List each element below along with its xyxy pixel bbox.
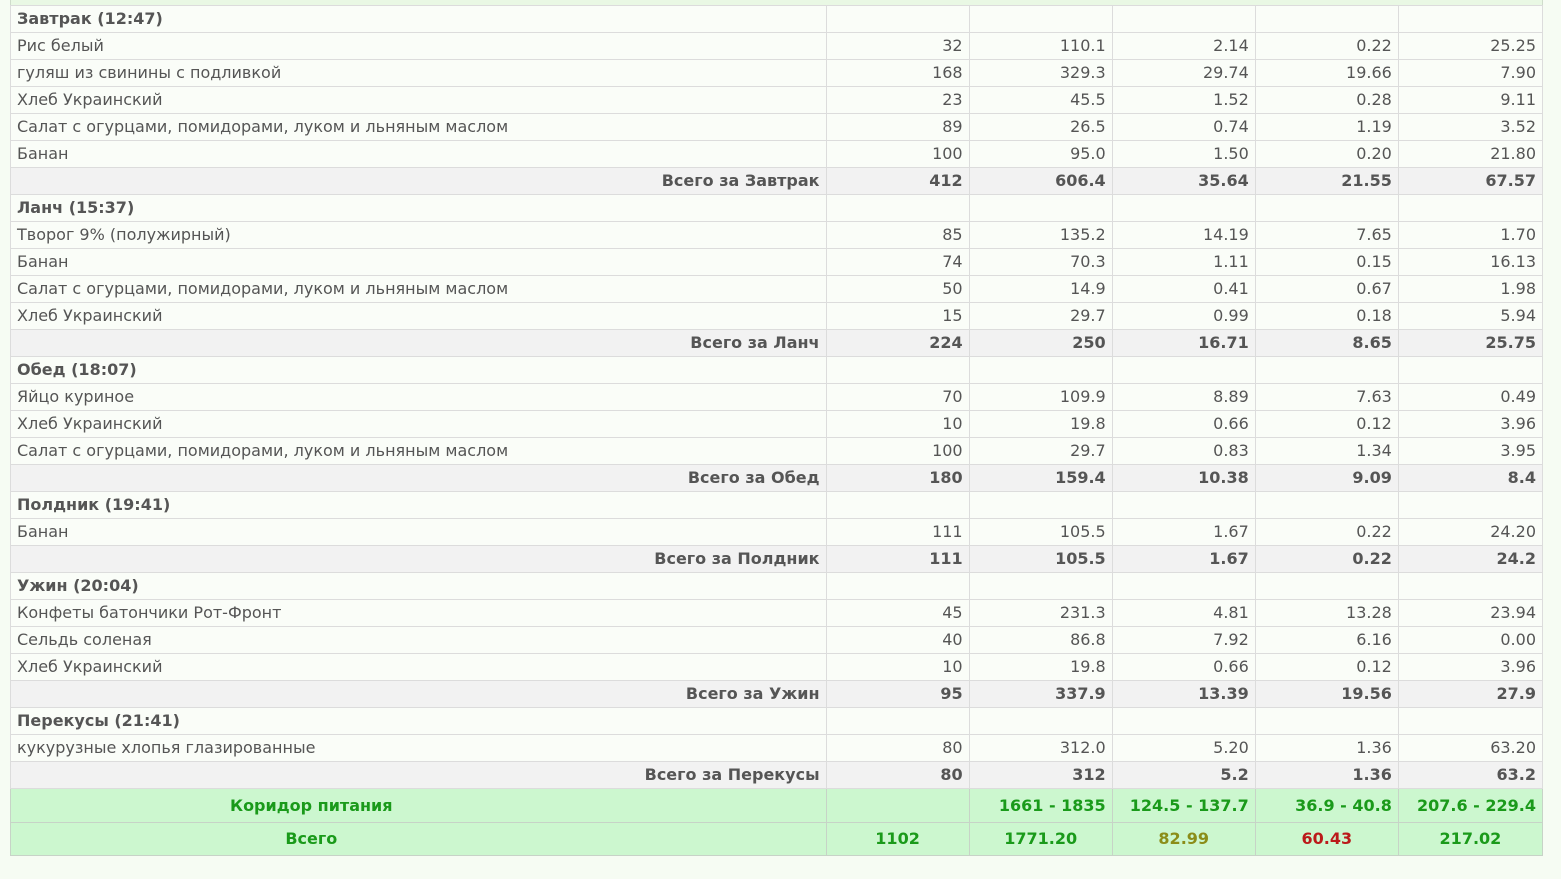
food-weight: 168 bbox=[826, 60, 969, 87]
empty-cell bbox=[1255, 492, 1398, 519]
food-protein: 29.74 bbox=[1112, 60, 1255, 87]
food-protein: 2.14 bbox=[1112, 33, 1255, 60]
food-item-row[interactable] bbox=[11, 87, 1543, 114]
meal-total-kcal: 337.9 bbox=[969, 681, 1112, 708]
empty-cell bbox=[1112, 357, 1255, 384]
food-item-row[interactable] bbox=[11, 222, 1543, 249]
meal-total-kcal: 105.5 bbox=[969, 546, 1112, 573]
meal-total-protein: 5.2 bbox=[1112, 762, 1255, 789]
food-carbs: 3.96 bbox=[1398, 654, 1542, 681]
food-fat: 0.67 bbox=[1255, 276, 1398, 303]
food-carbs: 16.13 bbox=[1398, 249, 1542, 276]
food-fat: 19.66 bbox=[1255, 60, 1398, 87]
food-carbs: 9.11 bbox=[1398, 87, 1542, 114]
food-fat: 7.65 bbox=[1255, 222, 1398, 249]
meal-total-label: Всего за Перекусы bbox=[11, 762, 827, 789]
food-kcal: 29.7 bbox=[969, 303, 1112, 330]
food-kcal: 45.5 bbox=[969, 87, 1112, 114]
food-diary-table bbox=[10, 5, 1543, 856]
empty-cell bbox=[1112, 492, 1255, 519]
food-item-row[interactable] bbox=[11, 735, 1543, 762]
food-name: Салат с огурцами, помидорами, луком и льняным маслом bbox=[11, 438, 827, 465]
meal-total-carbs: 63.2 bbox=[1398, 762, 1542, 789]
grand-total-fat: 60.43 bbox=[1255, 823, 1398, 856]
meal-total-carbs: 8.4 bbox=[1398, 465, 1542, 492]
food-carbs: 1.98 bbox=[1398, 276, 1542, 303]
empty-cell bbox=[1255, 195, 1398, 222]
food-weight: 45 bbox=[826, 600, 969, 627]
empty-cell bbox=[1398, 573, 1542, 600]
meal-total-fat: 1.36 bbox=[1255, 762, 1398, 789]
food-name: Салат с огурцами, помидорами, луком и льняным маслом bbox=[11, 114, 827, 141]
food-carbs: 21.80 bbox=[1398, 141, 1542, 168]
meal-title: Перекусы (21:41) bbox=[11, 708, 827, 735]
food-weight: 15 bbox=[826, 303, 969, 330]
food-item-row[interactable] bbox=[11, 654, 1543, 681]
norm-label: Коридор питания bbox=[11, 789, 827, 823]
grand-total-kcal: 1771.20 bbox=[969, 823, 1112, 856]
food-weight: 111 bbox=[826, 519, 969, 546]
summary-body bbox=[11, 789, 1543, 856]
food-name: Творог 9% (полужирный) bbox=[11, 222, 827, 249]
meal-total-carbs: 27.9 bbox=[1398, 681, 1542, 708]
meal-total-weight: 80 bbox=[826, 762, 969, 789]
grand-total-row bbox=[11, 823, 1543, 856]
norm-carbs: 207.6 - 229.4 bbox=[1398, 789, 1542, 823]
food-name: гуляш из свинины с подливкой bbox=[11, 60, 827, 87]
food-weight: 70 bbox=[826, 384, 969, 411]
food-weight: 89 bbox=[826, 114, 969, 141]
meal-total-weight: 412 bbox=[826, 168, 969, 195]
meal-total-carbs: 67.57 bbox=[1398, 168, 1542, 195]
food-carbs: 63.20 bbox=[1398, 735, 1542, 762]
meal-total-row bbox=[11, 681, 1543, 708]
meal-total-kcal: 312 bbox=[969, 762, 1112, 789]
meal-total-carbs: 25.75 bbox=[1398, 330, 1542, 357]
meal-header-row bbox=[11, 708, 1543, 735]
food-protein: 1.11 bbox=[1112, 249, 1255, 276]
food-name: Яйцо куриное bbox=[11, 384, 827, 411]
food-fat: 6.16 bbox=[1255, 627, 1398, 654]
food-name: кукурузные хлопья глазированные bbox=[11, 735, 827, 762]
food-fat: 0.15 bbox=[1255, 249, 1398, 276]
meal-total-kcal: 606.4 bbox=[969, 168, 1112, 195]
food-item-row[interactable] bbox=[11, 384, 1543, 411]
food-fat: 0.12 bbox=[1255, 411, 1398, 438]
food-protein: 4.81 bbox=[1112, 600, 1255, 627]
meal-title: Обед (18:07) bbox=[11, 357, 827, 384]
meal-total-row bbox=[11, 465, 1543, 492]
empty-cell bbox=[969, 6, 1112, 33]
food-kcal: 19.8 bbox=[969, 654, 1112, 681]
meal-total-fat: 8.65 bbox=[1255, 330, 1398, 357]
food-weight: 10 bbox=[826, 654, 969, 681]
food-kcal: 70.3 bbox=[969, 249, 1112, 276]
food-fat: 7.63 bbox=[1255, 384, 1398, 411]
food-kcal: 19.8 bbox=[969, 411, 1112, 438]
meal-total-fat: 9.09 bbox=[1255, 465, 1398, 492]
empty-cell bbox=[826, 492, 969, 519]
grand-total-protein: 82.99 bbox=[1112, 823, 1255, 856]
food-name: Банан bbox=[11, 519, 827, 546]
food-item-row[interactable] bbox=[11, 411, 1543, 438]
food-protein: 0.41 bbox=[1112, 276, 1255, 303]
empty-cell bbox=[1112, 573, 1255, 600]
food-carbs: 5.94 bbox=[1398, 303, 1542, 330]
meal-total-protein: 16.71 bbox=[1112, 330, 1255, 357]
meal-header-row bbox=[11, 573, 1543, 600]
grand-total-carbs: 217.02 bbox=[1398, 823, 1542, 856]
empty-cell bbox=[1255, 573, 1398, 600]
empty-cell bbox=[1398, 6, 1542, 33]
food-fat: 1.36 bbox=[1255, 735, 1398, 762]
food-fat: 1.34 bbox=[1255, 438, 1398, 465]
food-kcal: 329.3 bbox=[969, 60, 1112, 87]
food-name: Сельдь соленая bbox=[11, 627, 827, 654]
meal-header-row bbox=[11, 6, 1543, 33]
food-protein: 8.89 bbox=[1112, 384, 1255, 411]
food-weight: 23 bbox=[826, 87, 969, 114]
food-kcal: 231.3 bbox=[969, 600, 1112, 627]
food-carbs: 3.96 bbox=[1398, 411, 1542, 438]
food-weight: 32 bbox=[826, 33, 969, 60]
food-name: Банан bbox=[11, 249, 827, 276]
food-kcal: 109.9 bbox=[969, 384, 1112, 411]
food-carbs: 0.49 bbox=[1398, 384, 1542, 411]
empty-cell bbox=[1398, 708, 1542, 735]
meal-total-weight: 224 bbox=[826, 330, 969, 357]
meal-total-label: Всего за Обед bbox=[11, 465, 827, 492]
food-weight: 80 bbox=[826, 735, 969, 762]
food-name: Хлеб Украинский bbox=[11, 303, 827, 330]
food-protein: 0.83 bbox=[1112, 438, 1255, 465]
food-weight: 10 bbox=[826, 411, 969, 438]
meal-title: Завтрак (12:47) bbox=[11, 6, 827, 33]
food-item-row[interactable] bbox=[11, 33, 1543, 60]
food-name: Конфеты батончики Рот-Фронт bbox=[11, 600, 827, 627]
food-protein: 14.19 bbox=[1112, 222, 1255, 249]
food-fat: 0.22 bbox=[1255, 33, 1398, 60]
food-fat: 0.12 bbox=[1255, 654, 1398, 681]
food-fat: 0.28 bbox=[1255, 87, 1398, 114]
meal-total-label: Всего за Завтрак bbox=[11, 168, 827, 195]
empty-cell bbox=[969, 357, 1112, 384]
meal-total-protein: 1.67 bbox=[1112, 546, 1255, 573]
food-item-row[interactable] bbox=[11, 600, 1543, 627]
meal-title: Ланч (15:37) bbox=[11, 195, 827, 222]
food-kcal: 26.5 bbox=[969, 114, 1112, 141]
food-protein: 0.99 bbox=[1112, 303, 1255, 330]
food-kcal: 14.9 bbox=[969, 276, 1112, 303]
food-fat: 0.20 bbox=[1255, 141, 1398, 168]
food-name: Хлеб Украинский bbox=[11, 411, 827, 438]
food-item-row[interactable] bbox=[11, 438, 1543, 465]
empty-cell bbox=[1255, 357, 1398, 384]
meal-header-row bbox=[11, 492, 1543, 519]
empty-cell bbox=[969, 708, 1112, 735]
grand-total-weight: 1102 bbox=[826, 823, 969, 856]
food-fat: 0.18 bbox=[1255, 303, 1398, 330]
food-item-row[interactable] bbox=[11, 303, 1543, 330]
empty-cell bbox=[826, 195, 969, 222]
food-protein: 1.50 bbox=[1112, 141, 1255, 168]
food-item-row[interactable] bbox=[11, 627, 1543, 654]
food-fat: 0.22 bbox=[1255, 519, 1398, 546]
empty-cell bbox=[826, 6, 969, 33]
food-protein: 0.74 bbox=[1112, 114, 1255, 141]
food-carbs: 23.94 bbox=[1398, 600, 1542, 627]
food-diary bbox=[10, 0, 1543, 856]
meal-total-weight: 95 bbox=[826, 681, 969, 708]
meal-total-label: Всего за Ланч bbox=[11, 330, 827, 357]
empty-cell bbox=[969, 195, 1112, 222]
empty-cell bbox=[1112, 708, 1255, 735]
food-name: Рис белый bbox=[11, 33, 827, 60]
empty-cell bbox=[1112, 6, 1255, 33]
food-kcal: 29.7 bbox=[969, 438, 1112, 465]
meal-title: Ужин (20:04) bbox=[11, 573, 827, 600]
food-carbs: 3.52 bbox=[1398, 114, 1542, 141]
meal-total-row bbox=[11, 546, 1543, 573]
meal-total-label: Всего за Ужин bbox=[11, 681, 827, 708]
norm-row bbox=[11, 789, 1543, 823]
meal-total-fat: 21.55 bbox=[1255, 168, 1398, 195]
meal-total-row bbox=[11, 762, 1543, 789]
empty-cell bbox=[1112, 195, 1255, 222]
food-kcal: 312.0 bbox=[969, 735, 1112, 762]
food-weight: 100 bbox=[826, 438, 969, 465]
food-protein: 1.67 bbox=[1112, 519, 1255, 546]
meal-total-carbs: 24.2 bbox=[1398, 546, 1542, 573]
norm-weight bbox=[826, 789, 969, 823]
food-name: Хлеб Украинский bbox=[11, 654, 827, 681]
empty-cell bbox=[826, 573, 969, 600]
food-carbs: 24.20 bbox=[1398, 519, 1542, 546]
food-carbs: 7.90 bbox=[1398, 60, 1542, 87]
norm-kcal: 1661 - 1835 bbox=[969, 789, 1112, 823]
meal-total-fat: 0.22 bbox=[1255, 546, 1398, 573]
empty-cell bbox=[1255, 708, 1398, 735]
food-item-row[interactable] bbox=[11, 141, 1543, 168]
food-name: Хлеб Украинский bbox=[11, 87, 827, 114]
food-name: Салат с огурцами, помидорами, луком и льняным маслом bbox=[11, 276, 827, 303]
norm-fat: 36.9 - 40.8 bbox=[1255, 789, 1398, 823]
meal-title: Полдник (19:41) bbox=[11, 492, 827, 519]
food-weight: 85 bbox=[826, 222, 969, 249]
food-kcal: 95.0 bbox=[969, 141, 1112, 168]
meal-total-kcal: 250 bbox=[969, 330, 1112, 357]
empty-cell bbox=[1255, 6, 1398, 33]
food-protein: 7.92 bbox=[1112, 627, 1255, 654]
meal-total-row bbox=[11, 330, 1543, 357]
empty-cell bbox=[1398, 357, 1542, 384]
food-weight: 100 bbox=[826, 141, 969, 168]
food-kcal: 135.2 bbox=[969, 222, 1112, 249]
empty-cell bbox=[826, 357, 969, 384]
food-kcal: 110.1 bbox=[969, 33, 1112, 60]
meal-total-label: Всего за Полдник bbox=[11, 546, 827, 573]
food-item-row[interactable] bbox=[11, 276, 1543, 303]
meal-total-fat: 19.56 bbox=[1255, 681, 1398, 708]
food-weight: 50 bbox=[826, 276, 969, 303]
meals-body bbox=[11, 6, 1543, 789]
meal-total-kcal: 159.4 bbox=[969, 465, 1112, 492]
empty-cell bbox=[1398, 195, 1542, 222]
food-item-row[interactable] bbox=[11, 60, 1543, 87]
food-kcal: 86.8 bbox=[969, 627, 1112, 654]
grand-total-label: Всего bbox=[11, 823, 827, 856]
food-carbs: 1.70 bbox=[1398, 222, 1542, 249]
empty-cell bbox=[969, 492, 1112, 519]
food-protein: 0.66 bbox=[1112, 654, 1255, 681]
empty-cell bbox=[1398, 492, 1542, 519]
empty-cell bbox=[969, 573, 1112, 600]
food-kcal: 105.5 bbox=[969, 519, 1112, 546]
food-protein: 0.66 bbox=[1112, 411, 1255, 438]
food-name: Банан bbox=[11, 141, 827, 168]
food-fat: 1.19 bbox=[1255, 114, 1398, 141]
food-item-row[interactable] bbox=[11, 249, 1543, 276]
meal-total-protein: 10.38 bbox=[1112, 465, 1255, 492]
food-carbs: 0.00 bbox=[1398, 627, 1542, 654]
meal-total-protein: 35.64 bbox=[1112, 168, 1255, 195]
food-item-row[interactable] bbox=[11, 114, 1543, 141]
meal-total-row bbox=[11, 168, 1543, 195]
meal-header-row bbox=[11, 357, 1543, 384]
meal-total-protein: 13.39 bbox=[1112, 681, 1255, 708]
meal-header-row bbox=[11, 195, 1543, 222]
meal-total-weight: 180 bbox=[826, 465, 969, 492]
norm-protein: 124.5 - 137.7 bbox=[1112, 789, 1255, 823]
empty-cell bbox=[826, 708, 969, 735]
food-carbs: 25.25 bbox=[1398, 33, 1542, 60]
food-weight: 40 bbox=[826, 627, 969, 654]
food-weight: 74 bbox=[826, 249, 969, 276]
meal-total-weight: 111 bbox=[826, 546, 969, 573]
food-protein: 5.20 bbox=[1112, 735, 1255, 762]
food-fat: 13.28 bbox=[1255, 600, 1398, 627]
food-item-row[interactable] bbox=[11, 519, 1543, 546]
food-carbs: 3.95 bbox=[1398, 438, 1542, 465]
food-protein: 1.52 bbox=[1112, 87, 1255, 114]
